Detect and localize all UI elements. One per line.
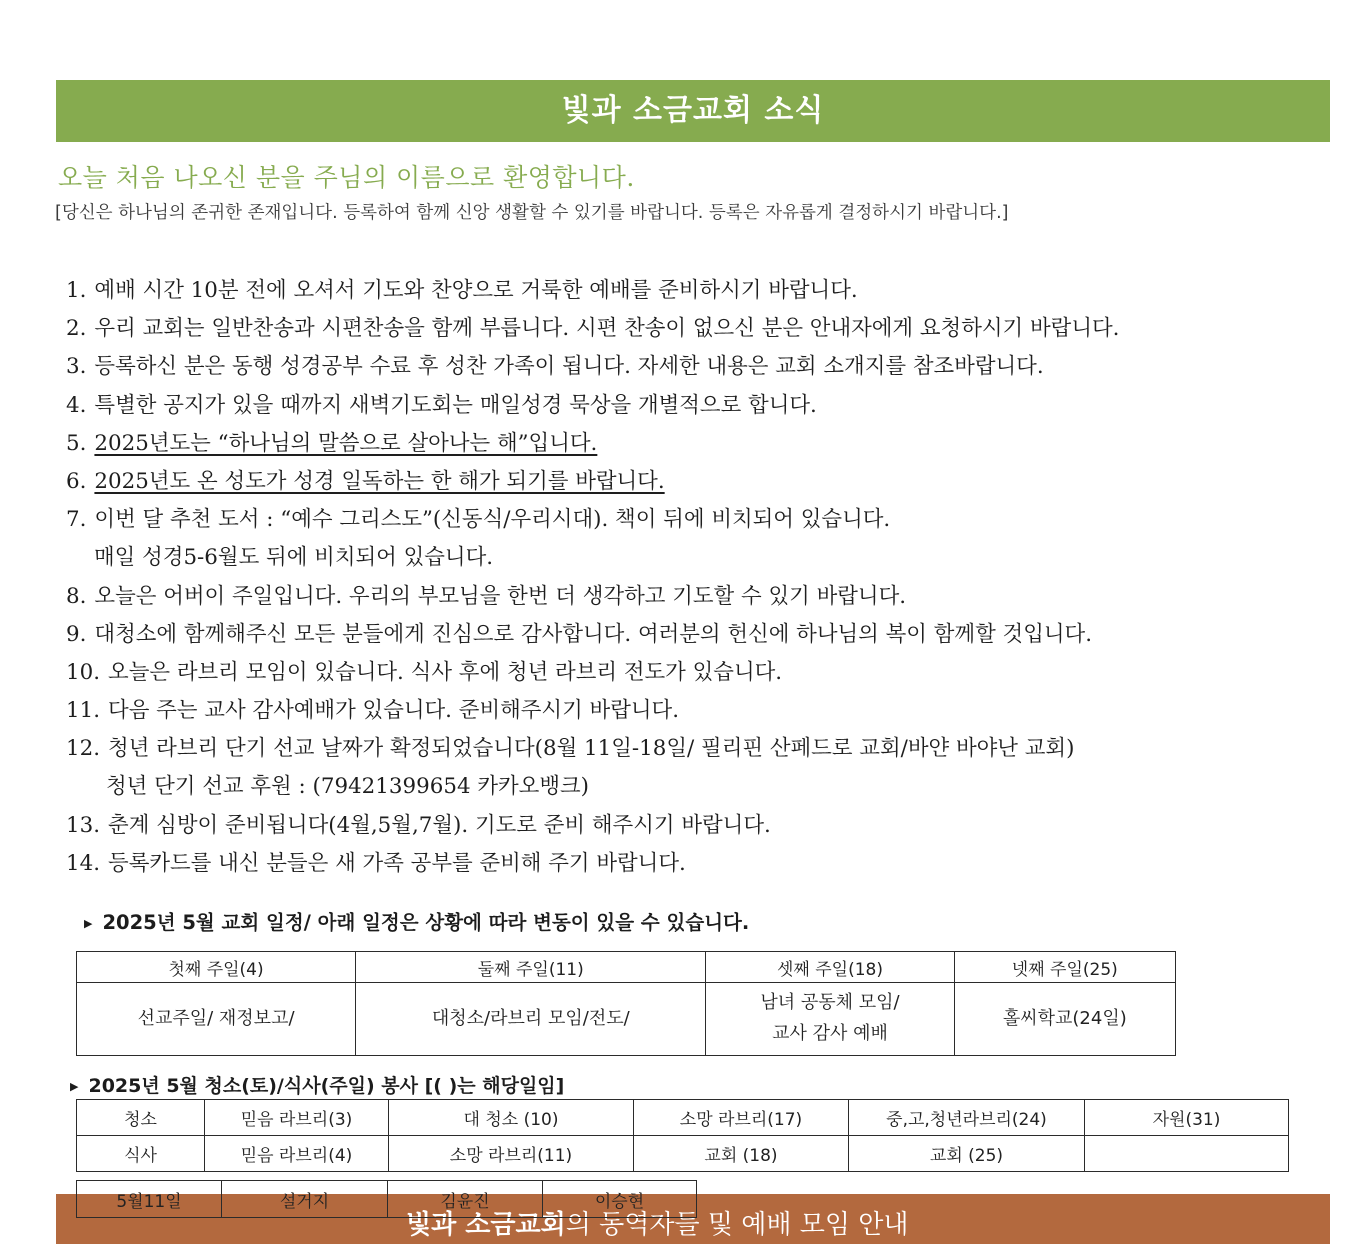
announcement-item: 11. 다음 주는 교사 감사예배가 있습니다. 준비해주시기 바랍니다. (66, 698, 680, 724)
partial-cell: 김윤진 (388, 1181, 543, 1218)
service-cell (1085, 1136, 1289, 1172)
announcement-item: 9. 대청소에 함께해주신 모든 분들에게 진심으로 감사합니다. 여러분의 헌신에 하나님의 복이 함께할 것입니다. (66, 621, 1093, 647)
announcement-item: 10. 오늘은 라브리 모임이 있습니다. 식사 후에 청년 라브리 전도가 있습니다. (66, 659, 783, 685)
welcome-note: [당신은 하나님의 존귀한 존재입니다. 등록하여 함께 신앙 생활할 수 있기를 바랍니다. 등록은 자유롭게 결정하시기 바랍니다.] (55, 203, 1009, 223)
announcement-item: 2. 우리 교회는 일반찬송과 시편찬송을 함께 부릅니다. 시편 찬송이 없으신 분은 안내자에게 요청하시기 바랍니다. (66, 316, 1120, 342)
service-cell: 소망 라브리(17) (634, 1100, 849, 1136)
service-cell: 식사 (77, 1136, 205, 1172)
service-cell: 대 청소 (10) (389, 1100, 634, 1136)
schedule-table (76, 951, 1176, 1056)
newsletter-banner: 빛과 소금교회 소식 (56, 80, 1330, 142)
service-heading: ▶ 2025년 5월 청소(토)/식사(주일) 봉사 [( )는 해당일임] (70, 1075, 565, 1097)
announcement-item: 6. 2025년도 온 성도가 성경 일독하는 한 해가 되기를 바랍니다. (66, 468, 665, 494)
service-table (76, 1099, 1289, 1172)
announcement-list (66, 272, 1336, 883)
announcement-item: 13. 춘계 심방이 준비됩니다(4월,5월,7월). 기도로 준비 해주시기 바랍니다. (66, 812, 771, 838)
schedule-cell: 선교주일/ 재정보고/ (77, 983, 356, 1056)
schedule-header: 첫째 주일(4) (77, 952, 356, 983)
service-cell: 교회 (18) (634, 1136, 849, 1172)
welcome-headline: 오늘 처음 나오신 분을 주님의 이름으로 환영합니다. (58, 163, 635, 192)
schedule-cell: 홀씨학교(24일) (954, 983, 1175, 1056)
partial-cell: 이승현 (543, 1181, 697, 1218)
announcement-item: 5. 2025년도는 “하나님의 말씀으로 살아나는 해”입니다. (66, 430, 598, 456)
table-row (77, 1181, 697, 1218)
service-cell: 믿음 라브리(4) (205, 1136, 389, 1172)
schedule-cell: 남녀 공동체 모임/ 교사 감사 예배 (706, 983, 954, 1056)
table-row (77, 1100, 1289, 1136)
service-cell: 소망 라브리(11) (389, 1136, 634, 1172)
schedule-cell: 대청소/라브리 모임/전도/ (356, 983, 706, 1056)
partial-cell: 5월11일 (77, 1181, 222, 1218)
service-cell: 믿음 라브리(3) (205, 1100, 389, 1136)
announcement-item: 8. 오늘은 어버이 주일입니다. 우리의 부모님을 한번 더 생각하고 기도할 수 있기 바랍니다. (66, 583, 907, 609)
announcement-continuation: 매일 성경5-6월도 뒤에 비치되어 있습니다. (94, 545, 494, 571)
announcement-item: 12. 청년 라브리 단기 선교 날짜가 확정되었습니다(8월 11일-18일/ 필리핀 산페드로 교회/바얀 바야난 교회) (66, 736, 1075, 762)
announcement-item: 1. 예배 시간 10분 전에 오셔서 기도와 찬양으로 거룩한 예배를 준비하시기 바랍니다. (66, 278, 858, 303)
schedule-header: 넷째 주일(25) (954, 952, 1175, 983)
schedule-heading: ▶ 2025년 5월 교회 일정/ 아래 일정은 상황에 따라 변동이 있을 수 있습니다. (84, 911, 750, 934)
service-cell: 교회 (25) (849, 1136, 1085, 1172)
announcement-item: 14. 등록카드를 내신 분들은 새 가족 공부를 준비해 주기 바랍니다. (66, 850, 686, 876)
bullet-triangle-icon: ▶ (70, 1080, 79, 1093)
table-row (77, 1136, 1289, 1172)
service-cell: 중,고,청년라브리(24) (849, 1100, 1085, 1136)
service-cell: 자원(31) (1085, 1100, 1289, 1136)
schedule-header: 셋째 주일(18) (706, 952, 954, 983)
bullet-triangle-icon: ▶ (84, 917, 93, 930)
partial-cell: 설거지 (222, 1181, 388, 1218)
announcement-item: 7. 이번 달 추천 도서 : “예수 그리스도”(신동식/우리시대). 책이 뒤에 비치되어 있습니다. (66, 507, 891, 533)
footer-section-bar: 빛과 소금교회의 동역자들 및 예배 모임 안내 (56, 1194, 1330, 1244)
announcement-item: 3. 등록하신 분은 동행 성경공부 수료 후 성찬 가족이 됩니다. 자세한 내용은 교회 소개지를 참조바랍니다. (66, 354, 1044, 380)
service-cell: 청소 (77, 1100, 205, 1136)
schedule-header: 둘째 주일(11) (356, 952, 706, 983)
announcement-continuation: 청년 단기 선교 후원 : (79421399654 카카오뱅크) (106, 774, 590, 800)
announcement-item: 4. 특별한 공지가 있을 때까지 새벽기도회는 매일성경 묵상을 개별적으로 합니다. (66, 392, 817, 418)
bleed-through-table (76, 1180, 697, 1218)
